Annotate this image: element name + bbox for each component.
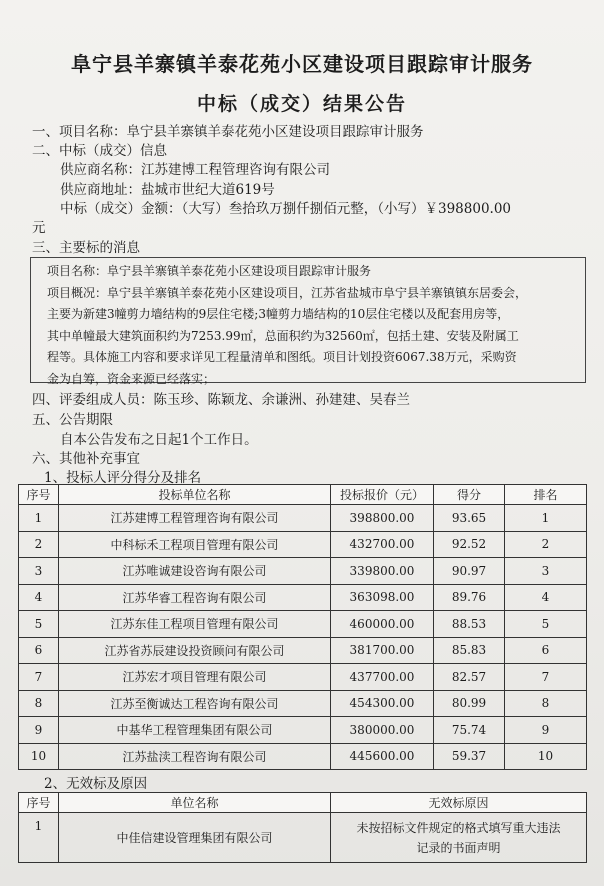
award-amount: 中标（成交）金额：（大写）叁拾玖万捌仟捌佰元整，（小写）￥398800.00 (60, 201, 512, 217)
header-bidder: 投标单位名称 (59, 485, 331, 505)
subject-info-box (30, 257, 586, 386)
section-1-project-name: 一、项目名称：阜宁县羊寨镇羊泰花苑小区建设项目跟踪审计服务 (32, 124, 424, 140)
subsection-2-heading: 2、无效标及原因 (44, 776, 148, 792)
title-line-2: 中标（成交）结果公告 (196, 93, 407, 115)
box-line: 程等。具体施工内容和要求详见工程量清单和图纸。项目计划投资6067.38万元，采购资 (47, 350, 517, 364)
table-row: 3 江苏唯诚建设咨询有限公司 339800.00 90.97 3 (19, 558, 587, 585)
section-3-heading: 三、主要标的消息 (32, 240, 140, 256)
table-row: 9 中基华工程管理集团有限公司 380000.00 75.74 9 (19, 717, 587, 744)
section-2-heading: 二、中标（成交）信息 (32, 143, 167, 159)
table-header-row (19, 793, 587, 813)
section-6-heading: 六、其他补充事宜 (32, 451, 140, 467)
title-line-1: 阜宁县羊寨镇羊泰花苑小区建设项目跟踪审计服务 (71, 52, 533, 76)
header-invalid-reason: 无效标原因 (331, 793, 587, 813)
header-index: 序号 (19, 793, 59, 813)
table-row: 6 江苏省苏辰建设投资顾问有限公司 381700.00 85.83 6 (19, 637, 587, 664)
box-line: 金为自筹，资金来源已经落实； (47, 371, 216, 386)
table-row: 2 中科标禾工程项目管理有限公司 432700.00 92.52 2 (19, 531, 587, 558)
supplier-address: 供应商地址：盐城市世纪大道619号 (60, 182, 275, 198)
section-4-judges: 四、评委组成人员：陈玉珍、陈颖龙、余谦洲、孙建建、吴春兰 (32, 392, 410, 408)
award-amount-wrap: 元 (32, 220, 46, 236)
table-row: 4 江苏华睿工程咨询有限公司 363098.00 89.76 4 (19, 584, 587, 611)
header-bid-price: 投标报价（元） (331, 485, 434, 505)
header-score: 得分 (434, 485, 505, 505)
subsection-1-heading: 1、投标人评分得分及排名 (44, 470, 202, 486)
table-row: 8 江苏至衡诚达工程咨询有限公司 454300.00 80.99 8 (19, 690, 587, 717)
invalid-bid-table (18, 792, 587, 863)
section-5-heading: 五、公告期限 (32, 412, 113, 428)
supplier-name: 供应商名称：江苏建博工程管理咨询有限公司 (60, 162, 330, 178)
box-line: 项目名称：阜宁县羊寨镇羊泰花苑小区建设项目跟踪审计服务 (47, 264, 372, 278)
table-row: 1 中佳信建设管理集团有限公司 未按招标文件规定的格式填写重大违法 记录的书面声明 (19, 813, 587, 863)
box-line: 项目概况：阜宁县羊寨镇羊泰花苑小区建设项目，江苏省盐城市阜宁县羊寨镇镇东居委会， (47, 285, 528, 300)
table-row: 5 江苏东佳工程项目管理有限公司 460000.00 88.53 5 (19, 611, 587, 638)
bidder-score-table (18, 484, 587, 770)
notice-period: 自本公告发布之日起1个工作日。 (60, 432, 258, 448)
table-header-row (19, 485, 587, 505)
invalid-reason-cell: 未按招标文件规定的格式填写重大违法 记录的书面声明 (331, 813, 587, 863)
box-line: 主要为新建3幢剪力墙结构的9层住宅楼;3幢剪力墙结构的10层住宅楼以及配套用房等， (47, 307, 510, 321)
table-row: 7 江苏宏才项目管理有限公司 437700.00 82.57 7 (19, 664, 587, 691)
box-line: 其中单幢最大建筑面积约为7253.99㎡，总面积约为32560㎡，包括土建、安装及附属工 (47, 328, 519, 343)
header-rank: 排名 (505, 485, 587, 505)
header-index: 序号 (19, 485, 59, 505)
header-unit-name: 单位名称 (59, 793, 331, 813)
table-row: 10 江苏盐渎工程咨询有限公司 445600.00 59.37 10 (19, 743, 587, 770)
table-row: 1 江苏建博工程管理咨询有限公司 398800.00 93.65 1 (19, 505, 587, 532)
